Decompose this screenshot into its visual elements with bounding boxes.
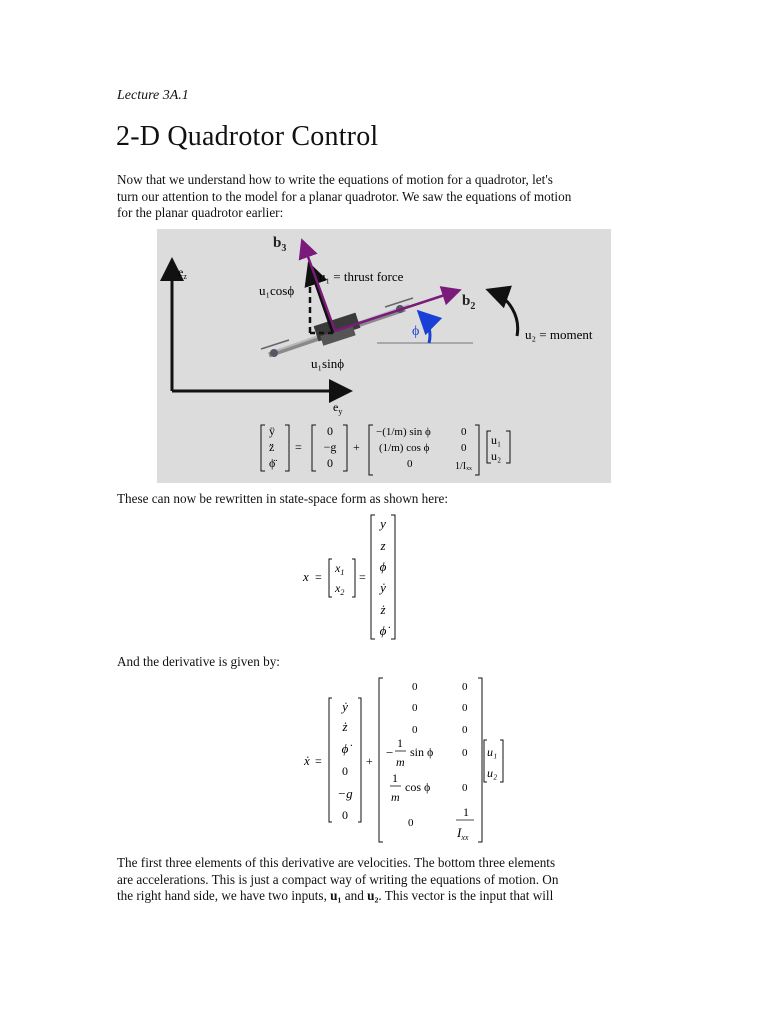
deriv-vec-4: −g xyxy=(337,786,353,801)
closing-line-1: The first three elements of this derivative are velocities. The bottom three elements xyxy=(117,855,556,870)
svg-text:0: 0 xyxy=(407,458,413,470)
svg-text:1/Iₓₓ: 1/Iₓₓ xyxy=(455,461,472,472)
deriv-plus: + xyxy=(366,754,373,768)
quadrotor-figure xyxy=(157,229,611,483)
quadrotor-body xyxy=(261,298,413,357)
svg-text:u₂: u₂ xyxy=(487,766,498,780)
svg-text:sin ϕ: sin ϕ xyxy=(410,745,434,759)
svg-text:0: 0 xyxy=(412,702,418,714)
svg-text:(1/m) cos ϕ: (1/m) cos ϕ xyxy=(379,442,430,454)
svg-text:1: 1 xyxy=(392,771,398,785)
svg-text:0: 0 xyxy=(412,681,418,693)
svg-text:0: 0 xyxy=(462,724,468,736)
deriv-lhs: ẋ xyxy=(304,753,310,768)
moment-arc xyxy=(491,291,518,336)
moment-label: u₂ = moment xyxy=(525,327,593,342)
svg-text:=: = xyxy=(295,440,302,454)
state-x-label: x xyxy=(303,569,309,584)
svg-text:0: 0 xyxy=(462,782,468,794)
deriv-vec-0: ẏ xyxy=(342,699,348,714)
svg-text:m: m xyxy=(391,790,400,804)
svg-text:cos ϕ: cos ϕ xyxy=(405,780,431,794)
page-title: 2-D Quadrotor Control xyxy=(116,121,379,152)
phi-arc xyxy=(421,314,430,343)
svg-text:0: 0 xyxy=(462,681,468,693)
svg-text:−(1/m) sin ϕ: −(1/m) sin ϕ xyxy=(376,426,431,438)
quadrotor-diagram xyxy=(157,229,611,483)
state-x2: $x_2$ xyxy=(335,581,345,597)
svg-text:0: 0 xyxy=(327,456,333,470)
state-vector-equation xyxy=(300,511,410,643)
phi-label: ϕ xyxy=(412,324,420,339)
intro-line-1: Now that we understand how to write the equations of motion for a quadrotor, let's xyxy=(117,172,553,187)
state-equals-1: = xyxy=(315,570,322,584)
svg-text:z̈: z̈ xyxy=(269,440,275,454)
derivative-paragraph: And the derivative is given by: xyxy=(117,654,280,669)
deriv-vec-5: 0 xyxy=(342,808,348,822)
deriv-vec-1: ż xyxy=(342,719,348,734)
ez-label: $e_z$ xyxy=(178,265,187,281)
equation-of-motion xyxy=(261,424,510,475)
state-entry-phi: ϕ xyxy=(379,559,387,574)
intro-paragraph xyxy=(117,172,657,222)
sin-label: u₁sinϕ xyxy=(311,356,345,371)
svg-text:m: m xyxy=(396,755,405,769)
closing-paragraph xyxy=(117,855,657,905)
svg-text:u₁: u₁ xyxy=(487,745,498,759)
state-entry-y: y xyxy=(380,516,386,531)
svg-text:u₂: u₂ xyxy=(491,449,502,463)
derivative-equation xyxy=(300,674,520,846)
svg-text:+: + xyxy=(353,440,360,454)
state-equals-2: = xyxy=(359,570,366,584)
intro-line-3: for the planar quadrotor earlier: xyxy=(117,205,284,220)
svg-text:0: 0 xyxy=(462,702,468,714)
svg-text:−g: −g xyxy=(323,440,337,454)
svg-text:0: 0 xyxy=(327,424,333,438)
intro-line-2: turn our attention to the model for a planar quadrotor. We saw the equations of motion xyxy=(117,188,572,204)
closing-line-3: the right hand side, we have two inputs, u₁ and u₂. This vector is the input that will xyxy=(117,888,554,903)
state-entry-zdot: ż xyxy=(380,602,386,617)
b3-axis xyxy=(303,243,335,331)
svg-text:1: 1 xyxy=(397,736,403,750)
svg-text:−: − xyxy=(386,745,394,760)
svg-text:0: 0 xyxy=(412,724,418,736)
svg-text:ϕ̈: ϕ̈ xyxy=(269,456,276,470)
svg-text:1: 1 xyxy=(463,805,469,819)
b2-label: $b_2$ xyxy=(462,293,476,312)
b2-axis xyxy=(335,291,457,331)
state-entry-ydot: ẏ xyxy=(380,580,386,595)
cos-label: u₁cosϕ xyxy=(259,283,295,298)
state-x1: $x_1$ xyxy=(335,561,345,577)
svg-text:ÿ: ÿ xyxy=(269,424,275,438)
svg-text:0: 0 xyxy=(461,442,467,454)
svg-text:0: 0 xyxy=(408,817,414,829)
b3-label: $b_3$ xyxy=(273,235,287,254)
state-entry-phidot: ϕ̇ xyxy=(379,623,387,638)
svg-text:0: 0 xyxy=(461,426,467,438)
thrust-label: u₁ = thrust force xyxy=(319,269,404,284)
state-entry-z: z xyxy=(380,538,386,553)
lecture-label: Lecture 3A.1 xyxy=(117,88,189,103)
ey-label: $e_y$ xyxy=(333,400,343,416)
svg-text:Ixx: $I_{xx}$ xyxy=(457,825,469,842)
deriv-vec-3: 0 xyxy=(342,764,348,778)
closing-line-2: are accelerations. This is just a compact way of writing the equations of motion. On xyxy=(117,871,559,887)
u2-bold: u₂ xyxy=(367,888,379,903)
deriv-vec-2: ϕ̇ xyxy=(341,741,349,756)
state-space-paragraph: These can now be rewritten in state-space form as shown here: xyxy=(117,491,449,506)
deriv-equals: = xyxy=(315,754,322,768)
u1-bold: u₁ xyxy=(330,888,342,903)
svg-text:u₁: u₁ xyxy=(491,433,502,447)
svg-text:0: 0 xyxy=(462,747,468,759)
